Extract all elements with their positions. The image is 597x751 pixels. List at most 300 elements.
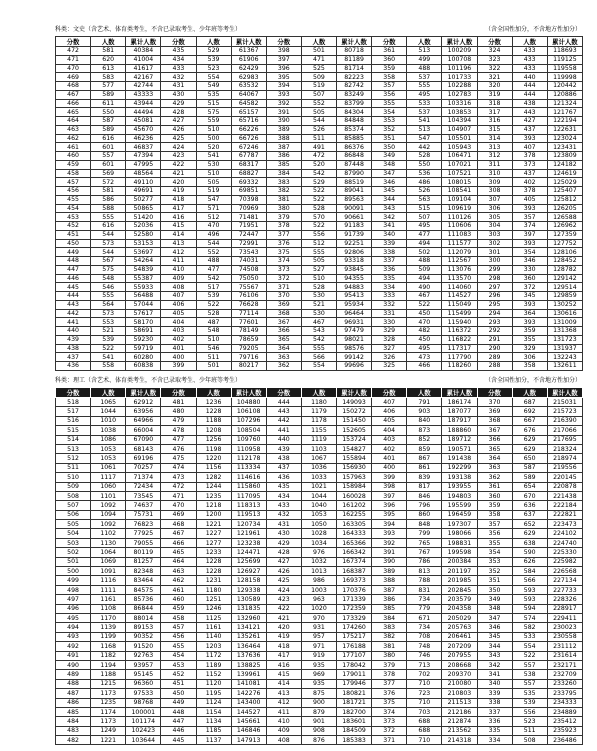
table-cell: 1189 <box>196 660 231 669</box>
table-cell: 128782 <box>547 265 582 274</box>
table-cell: 386 <box>372 595 407 604</box>
table-cell: 97533 <box>126 689 161 698</box>
table-cell: 58170 <box>126 318 161 327</box>
table-cell: 64067 <box>231 90 266 99</box>
table-cell: 59230 <box>126 335 161 344</box>
table-cell: 440 <box>512 73 547 82</box>
table-cell: 96360 <box>126 679 161 688</box>
table-cell: 385 <box>372 604 407 613</box>
table-cell: 573 <box>91 239 126 248</box>
table-row <box>56 108 583 117</box>
table-cell: 69851 <box>231 187 266 196</box>
table-cell: 210803 <box>442 689 477 698</box>
table-cell: 539 <box>91 335 126 344</box>
table-cell: 371 <box>266 283 301 292</box>
table-cell: 345 <box>372 187 407 196</box>
table-cell: 472 <box>56 47 91 56</box>
table-cell: 486 <box>407 178 442 187</box>
table-cell: 467 <box>301 318 336 327</box>
table-cell: 484 <box>56 717 91 726</box>
table-cell: 206461 <box>442 632 477 641</box>
table-cell: 376 <box>266 239 301 248</box>
table-cell: 228917 <box>547 604 582 613</box>
table-cell: 463 <box>56 125 91 134</box>
table-row <box>56 274 583 283</box>
table-cell: 1044 <box>301 491 336 500</box>
table-cell: 528 <box>301 204 336 213</box>
table-cell: 104394 <box>442 117 477 126</box>
table-cell: 47995 <box>126 160 161 169</box>
table-cell: 308 <box>477 187 512 196</box>
table-cell: 523 <box>512 717 547 726</box>
table-cell: 444 <box>512 90 547 99</box>
column-header: 分数 <box>477 388 512 398</box>
table-cell: 444 <box>266 398 301 407</box>
table-cell: 45081 <box>126 117 161 126</box>
table-cell: 590 <box>512 548 547 557</box>
table-cell: 119125 <box>547 55 582 64</box>
table-cell: 507 <box>56 501 91 510</box>
table-row <box>56 679 583 688</box>
table-cell: 153724 <box>337 435 372 444</box>
table-cell: 236486 <box>547 736 582 745</box>
table-cell: 526 <box>407 187 442 196</box>
table-cell: 499 <box>407 55 442 64</box>
table-cell: 1246 <box>196 604 231 613</box>
table-cell: 115049 <box>442 300 477 309</box>
table-cell: 970 <box>301 613 336 622</box>
table-cell: 447 <box>161 717 196 726</box>
table-cell: 122631 <box>547 125 582 134</box>
table-cell: 66004 <box>126 426 161 435</box>
table-cell: 73543 <box>231 248 266 257</box>
table-cell: 212874 <box>442 717 477 726</box>
table-cell: 1094 <box>91 510 126 519</box>
table-cell: 188860 <box>442 426 477 435</box>
table-cell: 105501 <box>442 134 477 143</box>
table-cell: 539 <box>196 292 231 301</box>
table-cell: 1170 <box>91 613 126 622</box>
table-cell: 291 <box>477 335 512 344</box>
table-cell: 82742 <box>337 82 372 91</box>
table-cell: 353 <box>372 117 407 126</box>
table-cell: 344 <box>372 195 407 204</box>
table-cell: 502 <box>407 248 442 257</box>
table-cell: 528 <box>301 283 336 292</box>
table-cell: 458 <box>161 613 196 622</box>
table-cell: 861 <box>407 463 442 472</box>
table-cell: 567 <box>91 257 126 266</box>
table-cell: 860 <box>407 510 442 519</box>
table-cell: 566 <box>512 576 547 585</box>
table-cell: 494 <box>407 274 442 283</box>
table-row <box>56 736 583 745</box>
table-cell: 104880 <box>231 398 266 407</box>
table-cell: 315 <box>477 125 512 134</box>
table-cell: 1156 <box>196 463 231 472</box>
table-cell: 403 <box>372 435 407 444</box>
table-cell: 354 <box>477 548 512 557</box>
table-cell: 198831 <box>442 538 477 547</box>
table-cell: 369 <box>477 407 512 416</box>
table-cell: 586 <box>91 195 126 204</box>
table-cell: 511 <box>301 134 336 143</box>
caption-note: （含全国性加分，不含地方性加分） <box>484 377 581 384</box>
table-cell: 118693 <box>547 47 582 56</box>
table-cell: 1032 <box>301 557 336 566</box>
table-cell: 232709 <box>547 670 582 679</box>
table-cell: 563 <box>407 195 442 204</box>
table-cell: 1061 <box>91 463 126 472</box>
table-cell: 118260 <box>442 362 477 371</box>
table-cell: 331 <box>372 309 407 318</box>
table-cell: 407 <box>161 292 196 301</box>
table-cell: 478 <box>161 426 196 435</box>
table-row <box>56 230 583 239</box>
table-cell: 393 <box>512 134 547 143</box>
table-cell: 496 <box>196 230 231 239</box>
table-cell: 466 <box>161 538 196 547</box>
table-cell: 455 <box>161 642 196 651</box>
table-cell: 382 <box>372 632 407 641</box>
table-cell: 440 <box>266 435 301 444</box>
table-cell: 813 <box>407 567 442 576</box>
table-cell: 529 <box>301 178 336 187</box>
table-cell: 577 <box>91 82 126 91</box>
table-cell: 687 <box>512 398 547 407</box>
table-row <box>56 444 583 453</box>
table-cell: 450 <box>407 335 442 344</box>
table-cell: 1050 <box>301 520 336 529</box>
table-cell: 64966 <box>126 416 161 425</box>
table-cell: 90661 <box>337 213 372 222</box>
table-cell: 1140 <box>196 632 231 641</box>
table-cell: 81189 <box>337 55 372 64</box>
table-cell: 465 <box>161 548 196 557</box>
table-cell: 131723 <box>547 335 582 344</box>
table-row <box>56 239 583 248</box>
table-cell: 85885 <box>337 134 372 143</box>
table-row <box>56 520 583 529</box>
table-cell: 363 <box>477 463 512 472</box>
table-cell: 1092 <box>91 501 126 510</box>
table-cell: 167374 <box>337 557 372 566</box>
table-cell: 976 <box>301 548 336 557</box>
table-cell: 1168 <box>91 642 126 651</box>
table-cell: 1249 <box>91 726 126 735</box>
table-cell: 69196 <box>126 454 161 463</box>
table-cell: 453 <box>161 660 196 669</box>
table-cell: 389 <box>266 125 301 134</box>
table-cell: 765 <box>407 538 442 547</box>
table-cell: 219556 <box>547 463 582 472</box>
table-cell: 482 <box>56 736 91 745</box>
table-cell: 111083 <box>442 230 477 239</box>
table-cell: 135261 <box>231 632 266 641</box>
table-cell: 555 <box>407 82 442 91</box>
table-cell: 574 <box>512 613 547 622</box>
table-cell: 350 <box>477 585 512 594</box>
table-cell: 367 <box>477 426 512 435</box>
table-cell: 132960 <box>231 613 266 622</box>
table-cell: 448 <box>56 257 91 266</box>
table-row <box>56 538 583 547</box>
table-cell: 456 <box>161 632 196 641</box>
table-cell: 370 <box>266 292 301 301</box>
table-cell: 403 <box>161 327 196 336</box>
table-cell: 157963 <box>337 473 372 482</box>
table-cell: 638 <box>512 538 547 547</box>
table-cell: 378 <box>372 670 407 679</box>
table-cell: 418 <box>161 195 196 204</box>
table-cell: 76628 <box>231 300 266 309</box>
table-cell: 491 <box>56 651 91 660</box>
table-cell: 387 <box>372 585 407 594</box>
table-cell: 131835 <box>231 604 266 613</box>
table-row <box>56 55 583 64</box>
table-cell: 383 <box>372 623 407 632</box>
table-cell: 708 <box>407 632 442 641</box>
column-header: 累计人数 <box>337 388 372 398</box>
table-cell: 935 <box>301 660 336 669</box>
table-cell: 1182 <box>91 651 126 660</box>
table-cell: 385 <box>266 160 301 169</box>
table-cell: 522 <box>407 300 442 309</box>
table-cell: 72434 <box>126 482 161 491</box>
table-cell: 98768 <box>126 698 161 707</box>
table-cell: 347 <box>477 613 512 622</box>
table-cell: 626 <box>512 557 547 566</box>
table-cell: 558 <box>91 362 126 371</box>
table-cell: 473 <box>407 353 442 362</box>
table-cell: 425 <box>161 134 196 143</box>
table-row <box>56 204 583 213</box>
table-cell: 398 <box>266 47 301 56</box>
table-cell: 667 <box>512 416 547 425</box>
table-cell: 163305 <box>337 520 372 529</box>
table-cell: 1231 <box>196 576 231 585</box>
table-cell: 232171 <box>547 660 582 669</box>
table-cell: 1228 <box>196 557 231 566</box>
table-cell: 433 <box>266 501 301 510</box>
table-cell: 463 <box>161 567 196 576</box>
table-cell: 522 <box>301 222 336 231</box>
table-cell: 1282 <box>196 473 231 482</box>
table-cell: 187917 <box>442 416 477 425</box>
table-cell: 629 <box>512 444 547 453</box>
table-cell: 80217 <box>231 362 266 371</box>
table-cell: 513 <box>56 444 91 453</box>
table-cell: 213562 <box>442 726 477 735</box>
table-cell: 68143 <box>126 444 161 453</box>
table-cell: 433 <box>512 64 547 73</box>
table-cell: 221438 <box>547 491 582 500</box>
table-cell: 434 <box>161 55 196 64</box>
table-cell: 332 <box>372 300 407 309</box>
table-cell: 629 <box>512 529 547 538</box>
table-cell: 564 <box>91 300 126 309</box>
table-cell: 365 <box>477 444 512 453</box>
table-cell: 360 <box>372 55 407 64</box>
table-cell: 589 <box>91 125 126 134</box>
table-cell: 305 <box>477 213 512 222</box>
table-cell: 438 <box>266 454 301 463</box>
table-cell: 555 <box>91 292 126 301</box>
table-cell: 442 <box>56 309 91 318</box>
table-cell: 734 <box>407 623 442 632</box>
table-cell: 1086 <box>91 435 126 444</box>
table-cell: 550 <box>91 108 126 117</box>
table-cell: 182700 <box>337 707 372 716</box>
table-cell: 207209 <box>442 642 477 651</box>
table-cell: 100001 <box>126 707 161 716</box>
table-cell: 407 <box>512 143 547 152</box>
table-cell: 1120 <box>196 679 231 688</box>
table-cell: 220878 <box>547 482 582 491</box>
table-row <box>56 318 583 327</box>
table-cell: 129514 <box>547 283 582 292</box>
table-cell: 138825 <box>231 660 266 669</box>
table-cell: 62912 <box>126 398 161 407</box>
table-cell: 652 <box>512 520 547 529</box>
table-cell: 796 <box>407 501 442 510</box>
table-cell: 671 <box>407 613 442 622</box>
table-row <box>56 435 583 444</box>
table-cell: 176188 <box>337 642 372 651</box>
table-cell: 506 <box>56 510 91 519</box>
table-cell: 539 <box>196 55 231 64</box>
table-cell: 164333 <box>337 529 372 538</box>
table-cell: 150272 <box>337 407 372 416</box>
table-cell: 112178 <box>231 454 266 463</box>
table-cell: 497 <box>56 595 91 604</box>
table-cell: 183601 <box>337 717 372 726</box>
table-cell: 372 <box>372 726 407 735</box>
table-cell: 143400 <box>231 698 266 707</box>
table-cell: 79716 <box>231 353 266 362</box>
table-cell: 1221 <box>91 736 126 745</box>
table-cell: 1221 <box>196 520 231 529</box>
table-cell: 335 <box>477 726 512 735</box>
table-cell: 986 <box>301 576 336 585</box>
table-cell: 468 <box>161 520 196 529</box>
table-cell: 556 <box>512 707 547 716</box>
table-cell: 317 <box>477 108 512 117</box>
table-cell: 445 <box>56 283 91 292</box>
table-cell: 400 <box>372 463 407 472</box>
table-cell: 204358 <box>442 604 477 613</box>
table-cell: 151450 <box>337 416 372 425</box>
table-cell: 136464 <box>231 642 266 651</box>
table-cell: 437 <box>512 169 547 178</box>
table-cell: 364 <box>266 344 301 353</box>
table-cell: 339 <box>477 689 512 698</box>
table-cell: 1172 <box>196 651 231 660</box>
table-cell: 343 <box>372 204 407 213</box>
table-cell: 199598 <box>442 548 477 557</box>
table-cell: 88014 <box>126 613 161 622</box>
table-row <box>56 642 583 651</box>
table-cell: 342 <box>477 660 512 669</box>
table-cell: 435 <box>161 47 196 56</box>
table-cell: 450 <box>161 689 196 698</box>
table-cell: 688 <box>407 726 442 735</box>
column-header: 累计人数 <box>547 388 582 398</box>
table-cell: 345 <box>477 632 512 641</box>
table-row <box>56 213 583 222</box>
table-cell: 570 <box>301 213 336 222</box>
table-cell: 49691 <box>126 187 161 196</box>
table-cell: 129338 <box>231 585 266 594</box>
table-cell: 1208 <box>196 426 231 435</box>
table-cell: 65157 <box>231 108 266 117</box>
table-cell: 376 <box>372 689 407 698</box>
table-cell: 1125 <box>196 613 231 622</box>
table-cell: 510 <box>56 473 91 482</box>
table-cell: 115940 <box>442 318 477 327</box>
table-row <box>56 482 583 491</box>
table-cell: 418 <box>266 642 301 651</box>
table-cell: 42744 <box>126 82 161 91</box>
table-row <box>56 187 583 196</box>
table-cell: 390 <box>372 557 407 566</box>
table-cell: 323 <box>477 55 512 64</box>
table-cell: 416 <box>266 660 301 669</box>
table-row <box>56 309 583 318</box>
table-cell: 181721 <box>337 698 372 707</box>
table-cell: 1069 <box>91 557 126 566</box>
table-cell: 529 <box>196 47 231 56</box>
table-row <box>56 717 583 726</box>
table-row <box>56 576 583 585</box>
table-cell: 149093 <box>337 398 372 407</box>
table-cell: 495 <box>407 222 442 231</box>
table-cell: 330 <box>512 265 547 274</box>
table-cell: 1244 <box>196 482 231 491</box>
table-row <box>56 548 583 557</box>
table-cell: 351 <box>372 134 407 143</box>
table-cell: 931 <box>301 623 336 632</box>
table-cell: 166342 <box>337 548 372 557</box>
table-cell: 390 <box>266 117 301 126</box>
table-row <box>56 134 583 143</box>
table-row <box>56 327 583 336</box>
table-row <box>56 90 583 99</box>
table-cell: 121767 <box>547 108 582 117</box>
table-cell: 298 <box>477 274 512 283</box>
table-cell: 373 <box>512 160 547 169</box>
table-cell: 522 <box>301 195 336 204</box>
table-cell: 109760 <box>231 435 266 444</box>
table-cell: 488 <box>407 64 442 73</box>
table-cell: 494 <box>56 623 91 632</box>
table-cell: 1194 <box>91 660 126 669</box>
table-cell: 919 <box>301 651 336 660</box>
table-cell: 468 <box>56 82 91 91</box>
table-cell: 438 <box>56 344 91 353</box>
table-row <box>56 595 583 604</box>
table-cell: 1195 <box>196 689 231 698</box>
table-cell: 222821 <box>547 510 582 519</box>
table-cell: 105943 <box>442 143 477 152</box>
table-cell: 429 <box>161 99 196 108</box>
table-cell: 432 <box>266 510 301 519</box>
table-cell: 1053 <box>301 510 336 519</box>
table-cell: 354 <box>512 248 547 257</box>
table-cell: 449 <box>161 698 196 707</box>
table-cell: 379 <box>266 213 301 222</box>
table-cell: 372 <box>512 283 547 292</box>
